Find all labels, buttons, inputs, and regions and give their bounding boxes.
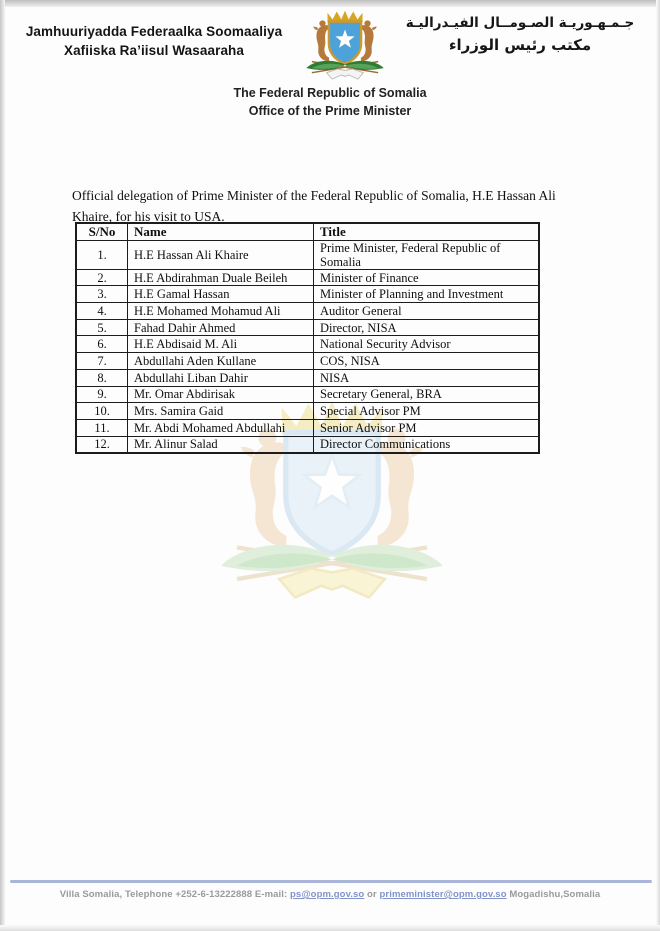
cell-name: H.E Hassan Ali Khaire: [128, 240, 314, 269]
letterhead-somali-line2: Xafiiska Ra’iisul Wasaaraha: [63, 43, 245, 58]
cell-title: Director Communications: [314, 436, 540, 453]
scan-edge-right: [656, 0, 660, 931]
scan-edge-bottom: [0, 925, 660, 931]
cell-sno: 7.: [76, 353, 128, 370]
letterhead-arabic: [394, 12, 646, 56]
cell-title: Auditor General: [314, 303, 540, 320]
table-row: [76, 419, 539, 436]
cell-sno: 8.: [76, 369, 128, 386]
cell-title: Minister of Finance: [314, 269, 540, 286]
cell-name: H.E Abdisaid M. Ali: [128, 336, 314, 353]
cell-title: Prime Minister, Federal Republic of Somalia: [314, 240, 540, 269]
footer-text-before: Villa Somalia, Telephone +252-6-13222888 E-mail:: [59, 889, 288, 900]
table-row: [76, 303, 539, 320]
cell-name: Abdullahi Liban Dahir: [128, 369, 314, 386]
cell-title: Secretary General, BRA: [314, 386, 540, 403]
cell-name: Fahad Dahir Ahmed: [128, 319, 314, 336]
footer-email-ps-link[interactable]: ps@opm.gov.so: [290, 889, 365, 900]
letterhead-somali-line1: Jamhuuriyadda Federaalka Soomaaliya: [25, 24, 283, 39]
cell-sno: 5.: [76, 319, 128, 336]
cell-sno: 9.: [76, 386, 128, 403]
cell-name: Mr. Alinur Salad: [128, 436, 314, 453]
cell-title: Director, NISA: [314, 319, 540, 336]
letterhead-arabic-line2: مكتب رئيس الوزراء: [448, 36, 592, 54]
footer-text-after: Mogadishu,Somalia: [509, 889, 601, 900]
cell-sno: 1.: [76, 240, 128, 269]
cell-name: H.E Gamal Hassan: [128, 286, 314, 303]
intro-paragraph: Official delegation of Prime Minister of the Federal Republic of Somalia, H.E Hassan Ali Khaire, for his visit to USA.: [72, 187, 556, 224]
cell-sno: 3.: [76, 286, 128, 303]
delegation-table-header: [76, 223, 539, 240]
cell-title: Minister of Planning and Investment: [314, 286, 540, 303]
footer-divider-line: [10, 880, 652, 883]
table-row: [76, 319, 539, 336]
cell-name: H.E Mohamed Mohamud Ali: [128, 303, 314, 320]
table-row: [76, 353, 539, 370]
delegation-table: [75, 222, 540, 454]
cell-name: Mrs. Samira Gaid: [128, 403, 314, 420]
table-row: [76, 336, 539, 353]
column-header-name: Name: [128, 223, 314, 240]
letterhead-english-line1: The Federal Republic of Somalia: [233, 86, 427, 100]
cell-title: Special Advisor PM: [314, 403, 540, 420]
cell-sno: 2.: [76, 269, 128, 286]
cell-name: Mr. Abdi Mohamed Abdullahi: [128, 419, 314, 436]
cell-sno: 10.: [76, 403, 128, 420]
table-row: [76, 286, 539, 303]
cell-title: National Security Advisor: [314, 336, 540, 353]
letterhead-english: [0, 84, 660, 120]
letterhead-somali: [18, 22, 290, 60]
footer-email-pm-link[interactable]: primeminister@opm.gov.so: [379, 889, 507, 900]
cell-title: NISA: [314, 369, 540, 386]
table-row: [76, 436, 539, 453]
footer-conjunction: or: [367, 889, 377, 900]
cell-sno: 11.: [76, 419, 128, 436]
column-header-title: Title: [314, 223, 540, 240]
table-row: [76, 386, 539, 403]
header-row: [76, 223, 539, 240]
cell-sno: 6.: [76, 336, 128, 353]
cell-sno: 4.: [76, 303, 128, 320]
cell-title: Senior Advisor PM: [314, 419, 540, 436]
table-row: [76, 269, 539, 286]
cell-name: Abdullahi Aden Kullane: [128, 353, 314, 370]
table-row: [76, 240, 539, 269]
letterhead-english-line2: Office of the Prime Minister: [248, 104, 412, 118]
cell-title: COS, NISA: [314, 353, 540, 370]
table-row: [76, 369, 539, 386]
somalia-coat-of-arms-icon: [299, 8, 391, 84]
scan-edge-top: [0, 0, 660, 7]
table-row: [76, 403, 539, 420]
cell-name: H.E Abdirahman Duale Beileh: [128, 269, 314, 286]
scan-edge-left: [0, 0, 5, 931]
delegation-table-body: [76, 240, 539, 453]
letterhead-arabic-line1: جـمـهـوريـة الصـومــال الفيـدراليـة: [405, 15, 635, 31]
footer: [0, 889, 660, 900]
cell-sno: 12.: [76, 436, 128, 453]
cell-name: Mr. Omar Abdirisak: [128, 386, 314, 403]
column-header-sno: S/No: [76, 223, 128, 240]
